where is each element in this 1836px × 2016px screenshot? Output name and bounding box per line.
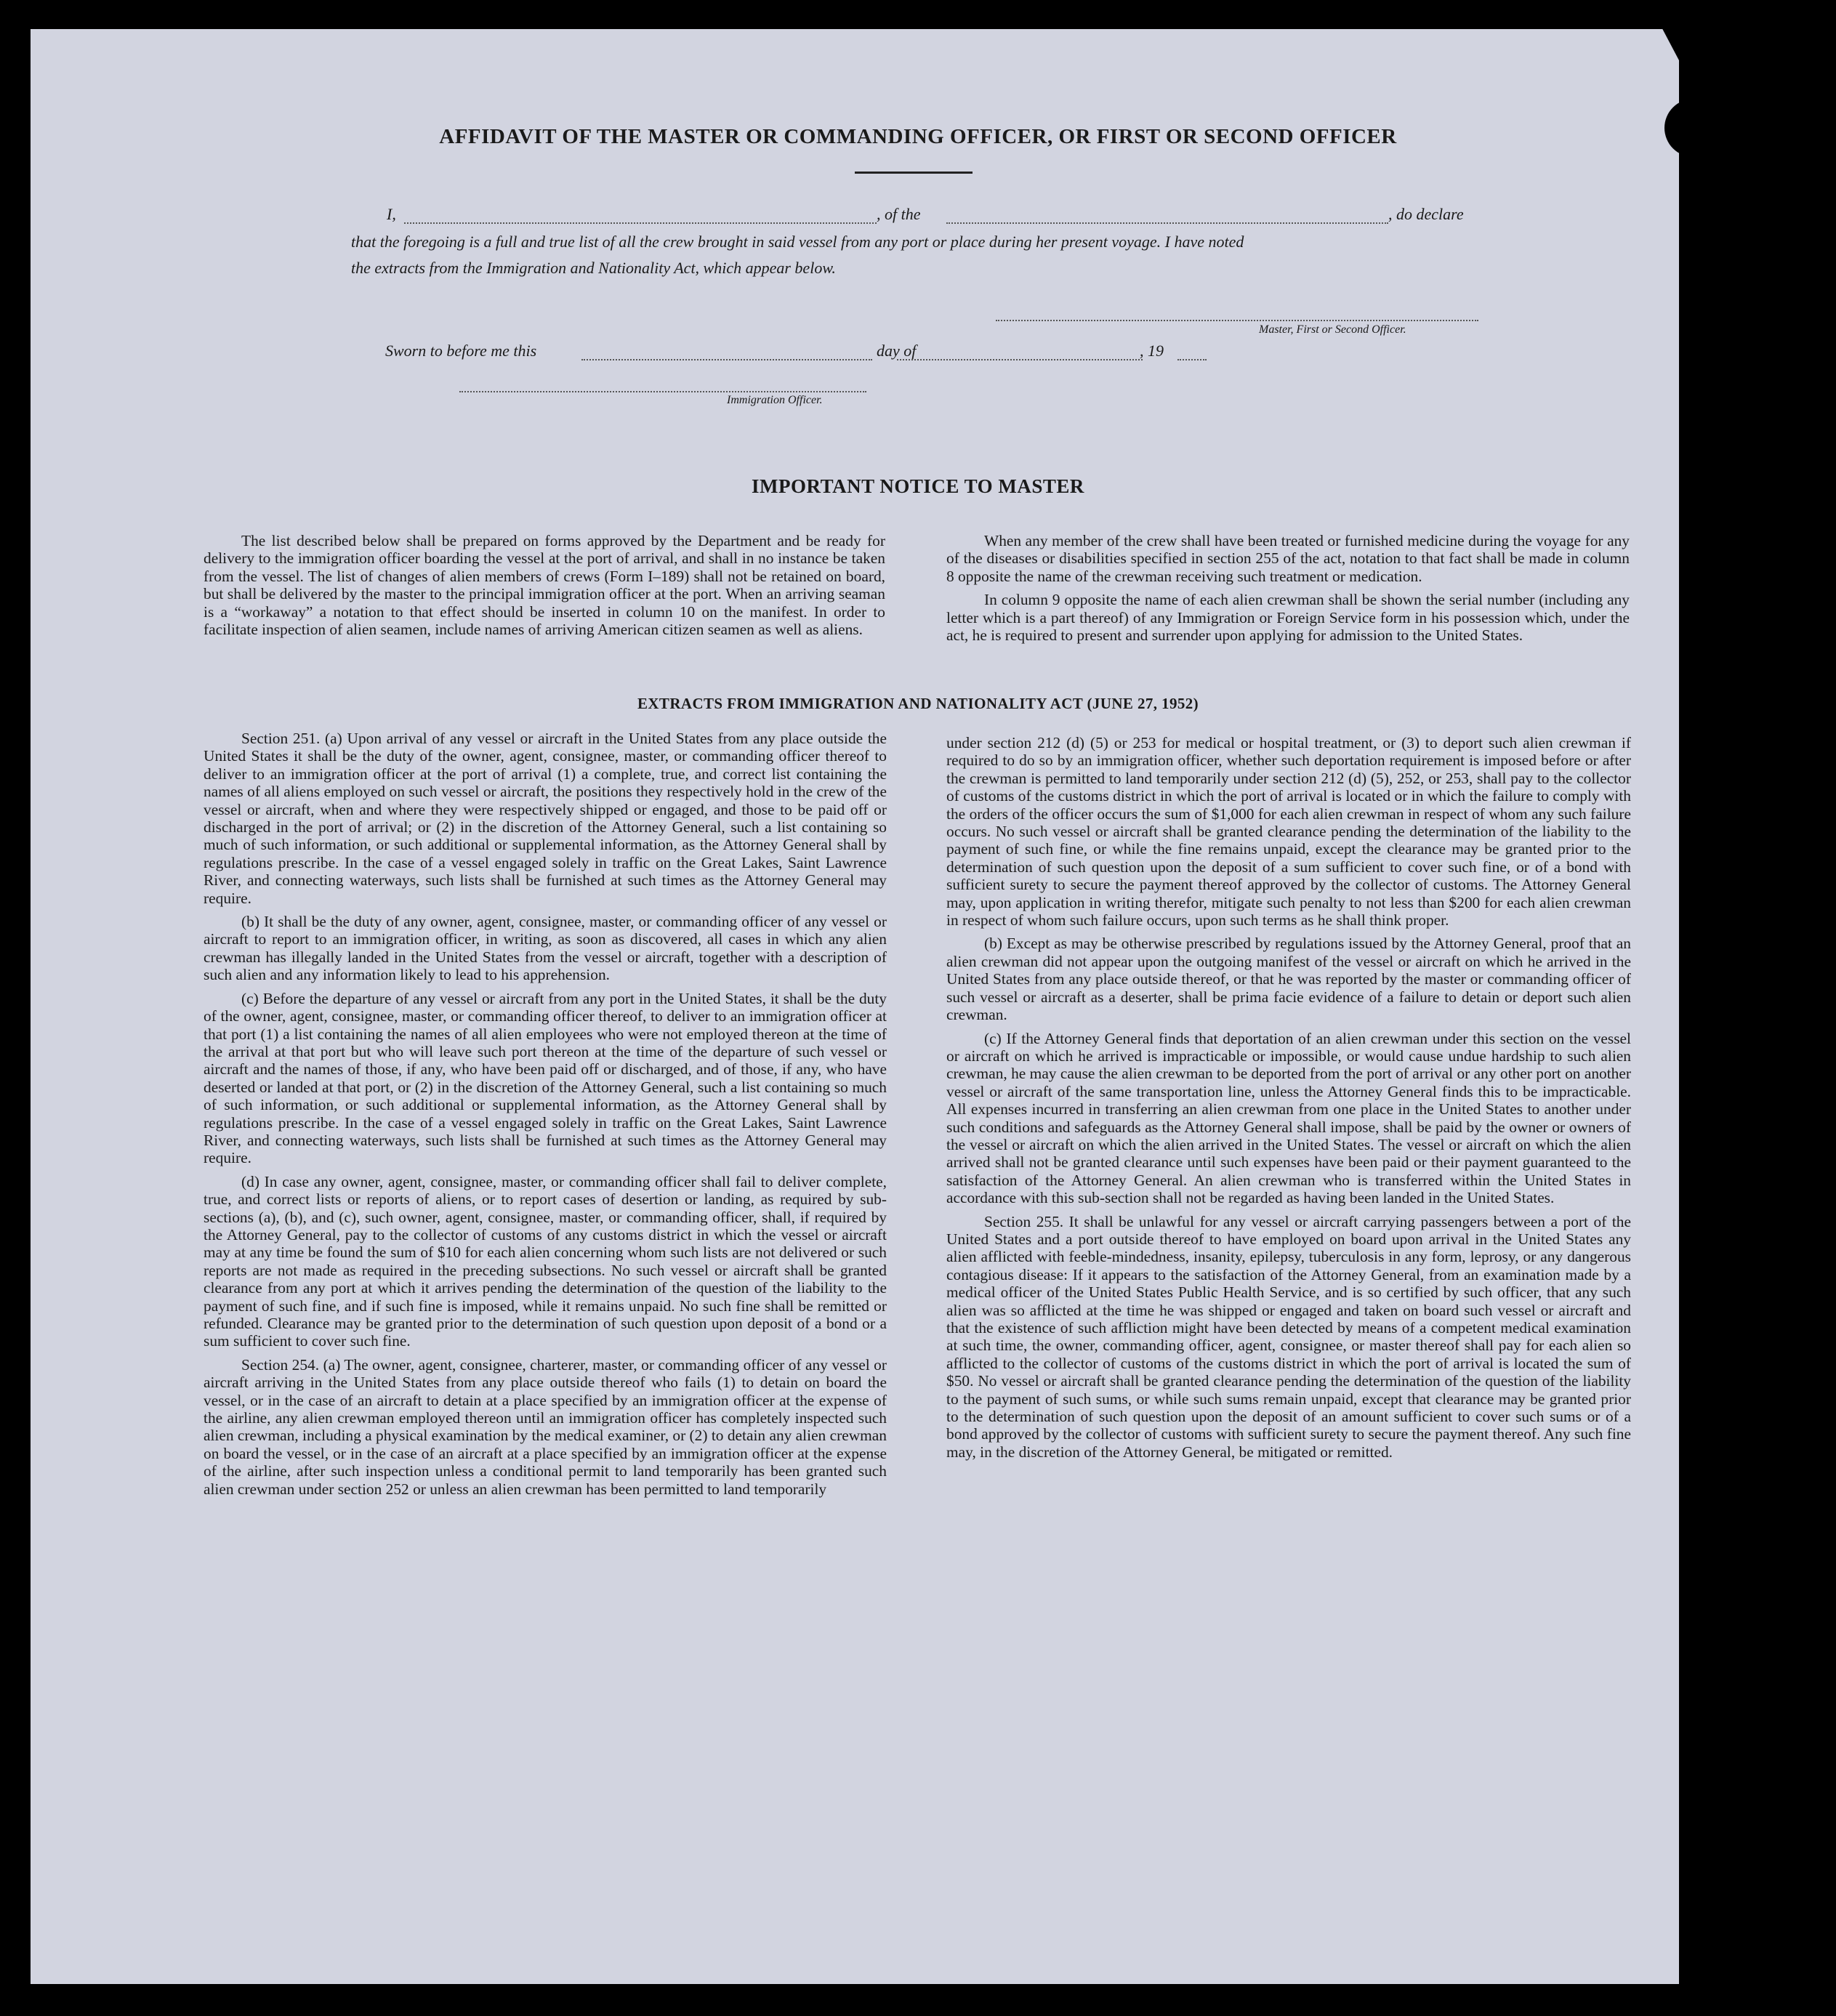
year-label: , 19	[1140, 342, 1164, 360]
extract-paragraph: Section 255. It shall be unlawful for any vessel or aircraft carrying passengers between a port of the United States and a port outside thereof to have employed on board upon arrival in the United States any alien afflicted with feeble-mindedness, insanity, epilepsy, tuberculosis in any form, leprosy, or any dangerous contagious disease: If it appears to the satisfaction of the Attorney General, from an examination made by a medical officer of the United States Public Health Service, and is so certified by such officer, that any such alien was so afflicted at the time he was shipped or engaged and taken on board such vessel or aircraft and that the existence of such affliction might have been detected by means of a competent medical examination at such time, the owner, commanding officer, agent, consignee, or master thereof shall pay for each alien so afflicted to the collector of customs of the customs district in which the port of arrival is located the sum of $50. No vessel or aircraft shall be granted clearance pending the determination of the question of the liability to the payment of such sums, or while such sums remain unpaid, except that clearance may be granted prior to the determination of such question upon the deposit of an amount sufficient to cover such sums or of a bond approved by the collector of customs with sufficient surety to secure the payment thereof. Any such fine may, in the discretion of the Attorney General, be mitigated or remitted.	[946, 1212, 1631, 1461]
sworn-label: Sworn to before me this	[385, 342, 537, 360]
extract-paragraph: (d) In case any owner, agent, consignee, master, or commanding officer shall fail to deliver complete, true, and correct lists or reports of aliens, or to report cases of desertion or landing, as required by sub-sections (a), (b), and (c), such owner, agent, consignee, master, or commanding officer, shall, if required by the Attorney General, pay to the collector of customs of any customs district in which the vessel or aircraft may at any time be found the sum of $10 for each alien concerning whom such lists are not delivered or such reports are not made as required in the preceding subsections. No such vessel or aircraft shall be granted clearance from any port at which it arrives pending the determination of the question of the liability to the payment of such fine, and if such fine is imposed, while it remains unpaid. No such fine shall be remitted or refunded. Clearance may be granted prior to the determination of such question upon deposit of a bond or a sum sufficient to cover such fine.	[204, 1172, 887, 1350]
punch-hole	[1724, 765, 1755, 795]
affidavit-title: AFFIDAVIT OF THE MASTER OR COMMANDING OFFICER, OR FIRST OR SECOND OFFICER	[439, 125, 1397, 148]
notice-title: IMPORTANT NOTICE TO MASTER	[752, 475, 1084, 497]
extracts-right-column	[946, 734, 1631, 1467]
master-signature-field[interactable]	[996, 320, 1478, 321]
declaration-text-line: that the foregoing is a full and true list of all the crew brought in said vessel from any port or place during her present voyage. I have noted	[351, 233, 1244, 251]
punch-hole	[1724, 1419, 1755, 1449]
punch-hole	[1724, 276, 1755, 307]
master-signature-caption: Master, First or Second Officer.	[1259, 323, 1406, 336]
officer-signature-caption: Immigration Officer.	[727, 394, 823, 406]
extracts-title: EXTRACTS FROM IMMIGRATION AND NATIONALITY ACT (JUNE 27, 1952)	[637, 695, 1199, 712]
vessel-name-field[interactable]	[946, 222, 1388, 224]
punch-hole	[1724, 664, 1755, 695]
notice-paragraph: The list described below shall be prepared on forms approved by the Department and be ready for delivery to the immigration officer boarding the vessel at the port of arrival, and shall in no instance be taken from the vessel. The list of changes of alien members of crews (Form I–189) shall not be retained on board, but shall be delivered by the master to the principal immigration officer at the port. When an arriving seaman is a “workaway” a notation to that effect should be inserted in column 10 on the manifest. In order to facilitate inspection of alien seamen, include names of arriving American citizen seamen as well as aliens.	[204, 532, 885, 639]
notice-paragraph: In column 9 opposite the name of each alien crewman shall be shown the serial number (including any letter which is a part thereof) of any Immigration or Foreign Service form in his possession which, under the act, he is required to present and surrender upon applying for admission to the United States.	[946, 591, 1630, 645]
punch-hole	[1724, 1692, 1755, 1722]
day-of-label: day of	[877, 342, 917, 360]
extract-paragraph: Section 251. (a) Upon arrival of any vessel or aircraft in the United States from any place outside the United States it shall be the duty of the owner, agent, consignee, master, or commanding officer thereof to deliver to an immigration officer at the port of arrival (1) a complete, true, and correct list containing the names of all aliens employed on such vessel or aircraft, the positions they respectively hold in the crew of the vessel or aircraft, when and where they were respectively shipped or engaged, and those to be paid off or discharged in the port of arrival; or (2) in the discretion of the Attorney General, such a list containing so much of such information, or such additional or supplemental information, as the Attorney General shall by regulations prescribe. In the case of a vessel engaged solely in traffic on the Great Lakes, Saint Lawrence River, and connecting waterways, such lists shall be furnished at such times as the Attorney General may require.	[204, 730, 887, 907]
extract-paragraph: (b) Except as may be otherwise prescribed by regulations issued by the Attorney General, proof that an alien crewman did not appear upon the outgoing manifest of the vessel or aircraft on which he arrived in the United States from any place outside thereof, or that he was reported by the master or commanding officer of such vessel or aircraft as a deserter, shall be prima facie evidence of a failure to detain or deport such alien crewman.	[946, 935, 1631, 1024]
extract-paragraph: (c) If the Attorney General finds that deportation of an alien crewman under this section on the vessel or aircraft on which he arrived is impracticable or impossible, or would cause undue hardship to such alien crewman, he may cause the alien crewman to be deported from the port of arrival or any other port on another vessel or aircraft of the same transportation line, unless the Attorney General finds this to be impracticable. All expenses incurred in transferring an alien crewman from one place in the United States to another under such conditions and safeguards as the Attorney General shall impose, shall be paid by the owner or owners of the vessel or aircraft on which the alien arrived in the United States. The vessel or aircraft on which the alien arrived shall not be granted clearance until such expenses have been paid or their payment guaranteed to the satisfaction of the Attorney General. An alien crewman who is transferred within the United States in accordance with this sub-section shall not be regarded as having been landed in the United States.	[946, 1029, 1631, 1207]
extract-paragraph: Section 254. (a) The owner, agent, consignee, charterer, master, or commanding officer of any vessel or aircraft arriving in the United States from any place outside thereof who fails (1) to detain on board the vessel, or in the case of an aircraft to detain at a place specified by an immigration officer at the expense of the airline, any alien crewman employed thereon until an immigration officer has completely inspected such alien crewman, including a physical examination by the medical examiner, or (2) to detain any alien crewman on board the vessel, or in the case of an aircraft at a place specified by an immigration officer at the expense of the airline, after such inspection unless a conditional permit to land temporarily has been granted such alien crewman under section 252 or unless an alien crewman has been permitted to land temporarily	[204, 1355, 887, 1498]
extract-paragraph: (c) Before the departure of any vessel or aircraft from any port in the United States, it shall be the duty of the owner, agent, consignee, master, or commanding officer thereof, to deliver to an immigration officer at that port (1) a list containing the names of all alien employees who were not employed thereon at the time of the arrival at that port but who will leave such port thereon at the time of the departure of such vessel or aircraft and the names of those, if any, who have been paid off or discharged, and of those, if any, who have deserted or landed at that port, or (2) in the discretion of the Attorney General, such a list containing so much of such information, or such additional or supplemental information, as the Attorney General shall by regulations prescribe. In the case of a vessel engaged solely in traffic on the Great Lakes, Saint Lawrence River, and connecting waterways, such lists shall be furnished at such times as the Attorney General may require.	[204, 989, 887, 1167]
officer-signature-field[interactable]	[459, 391, 866, 392]
declare-label: , do declare	[1388, 205, 1464, 223]
punch-hole	[1724, 1318, 1755, 1349]
extract-paragraph: (b) It shall be the duty of any owner, agent, consignee, master, or commanding officer of any vessel or aircraft to report to an immigration officer, in writing, as soon as discovered, all cases in which any alien crewman has illegally landed in the United States from the vessel or aircraft, together with a description of such alien and any information likely to lead to his apprehension.	[204, 913, 887, 984]
of-the-label: , of the	[877, 205, 921, 223]
notice-paragraph: When any member of the crew shall have been treated or furnished medicine during the voyage for any of the diseases or disabilities specified in section 255 of the act, notation to that fact shall be made in column 8 opposite the name of the crewman receiving such treatment or medication.	[946, 532, 1630, 585]
extracts-left-column	[204, 730, 887, 1504]
declaration-text-line: the extracts from the Immigration and Nationality Act, which appear below.	[351, 259, 836, 277]
sworn-month-field[interactable]	[897, 359, 1143, 360]
punch-hole	[1724, 374, 1755, 404]
declarant-name-field[interactable]	[404, 222, 877, 224]
notice-right-column	[946, 532, 1630, 650]
declarant-prefix: I,	[387, 205, 396, 223]
sworn-year-field[interactable]	[1177, 359, 1207, 360]
sworn-day-field[interactable]	[581, 359, 872, 360]
title-underline	[855, 172, 973, 174]
punch-hole	[1724, 1786, 1755, 1817]
extract-paragraph: under section 212 (d) (5) or 253 for medical or hospital treatment, or (3) to deport such alien crewman if required to do so by an immigration officer, whether such deportation requirement is imposed before or after the crewman is permitted to land temporarily under section 212 (d) (5), 252, or 253, shall pay to the collector of customs of the customs district in which the port of arrival is located or in which the failure to comply with the orders of the officer occurs the sum of $1,000 for each alien crewman in respect of whom any such failure occurs. No such vessel or aircraft shall be granted clearance pending the determination of the liability to the payment of such fine, or while the fine remains unpaid, except the clearance may be granted prior to the determination of such question upon the deposit of a sum sufficient to cover such fine, or of a bond with sufficient surety to secure the payment thereof approved by the collector of customs. The Attorney General may, upon application in writing therefor, mitigate such penalty to not less than $200 for each alien crewman in respect of whom such failure occurs, upon such terms as he shall think proper.	[946, 734, 1631, 930]
notice-left-column	[204, 532, 885, 644]
